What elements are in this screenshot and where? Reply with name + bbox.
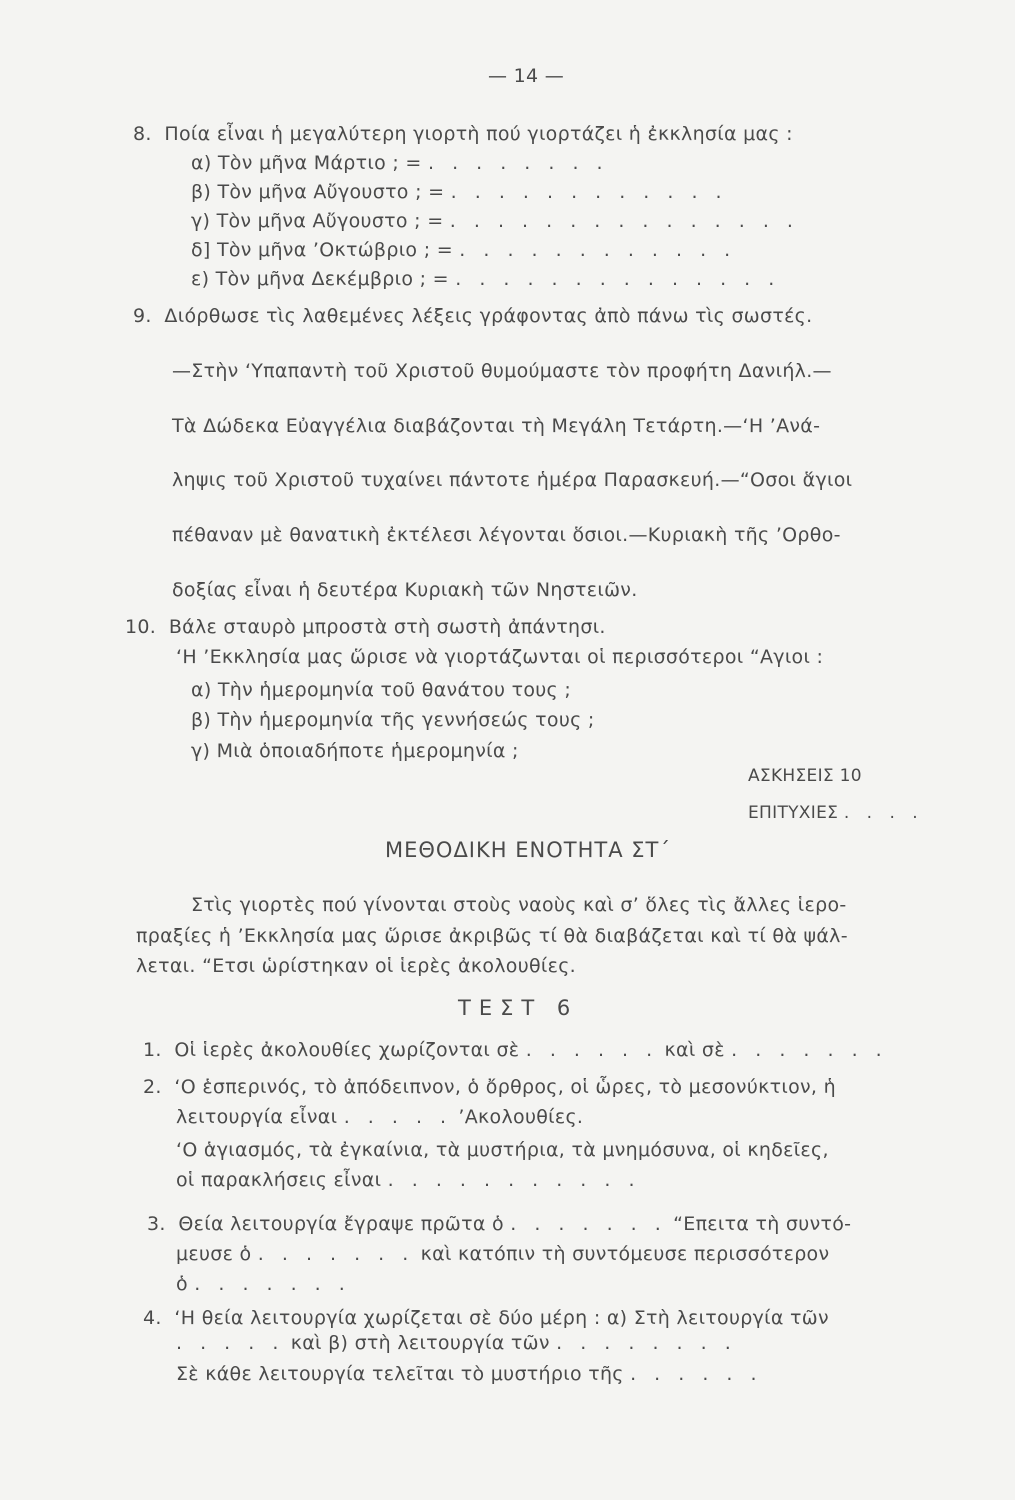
item-label: δ] Τὸν μῆνα ’Οκτώβριο ; =	[191, 239, 453, 261]
test-item-3	[147, 1212, 851, 1236]
unit-title: ΜΕΘΟΔΙΚΗ ΕΝΟΤΗΤΑ ΣΤ΄	[385, 838, 671, 862]
fill-blank-dots: . . . . . . . . . . . .	[459, 239, 737, 261]
q8-item	[191, 267, 780, 291]
item-text: ‘Ο ἑσπερινός, τὸ ἀπόδειπνον, ὁ ὄρθρος, οἱ ὧρες, τὸ μεσονύκτιον, ἡ	[174, 1076, 836, 1098]
fill-blank-dots: . . . . . . .	[257, 1243, 415, 1265]
item-text: “Επειτα τὴ συντό-	[673, 1213, 852, 1235]
item-text: Σὲ κάθε λειτουργία τελεῖται τὸ μυστήριο τῆς	[176, 1363, 624, 1385]
item-number: 4.	[143, 1307, 162, 1329]
fill-blank-dots: . . . . . . . . . . . .	[450, 181, 728, 203]
fill-blank-dots: . . . . . . . .	[556, 1332, 737, 1354]
fill-blank-dots: . . . . . .	[630, 1363, 763, 1385]
intro-line: λεται. “Ετσι ὡρίστηκαν οἱ ἱερὲς ἀκολουθίες.	[136, 955, 577, 977]
intro-line: Στὶς γιορτὲς πού γίνονται στοὺς ναοὺς καὶ σ’ ὅλες τὶς ἄλλες ἱερο-	[191, 894, 847, 916]
test-item-4-line	[176, 1331, 737, 1355]
test-item-3-line	[176, 1272, 351, 1296]
fill-blank-dots: . . . . . . . . . . .	[387, 1169, 641, 1191]
q8-item	[191, 180, 728, 204]
fill-blank-dots: . . . . . . .	[194, 1273, 351, 1295]
test-item-3-line	[176, 1242, 829, 1266]
item-text: καὶ κατόπιν τὴ συντόμευσε περισσότερον	[420, 1243, 830, 1265]
item-number: 1.	[143, 1039, 162, 1061]
fill-blank-dots: . . . . . . .	[731, 1039, 888, 1061]
successes-count	[748, 801, 924, 825]
item-text: Θεία λειτουργία ἔγραψε πρῶτα ὁ	[178, 1213, 504, 1235]
page-number: — 14 —	[488, 65, 565, 87]
test-item-4-line	[176, 1362, 763, 1386]
item-text: καὶ σὲ	[664, 1039, 725, 1061]
fill-blank-dots: . . . . .	[176, 1332, 285, 1354]
q9-line: ληψις τοῦ Χριστοῦ τυχαίνει πάντοτε ἡμέρα Παρασκευή.—“Οσοι ἅγιοι	[172, 469, 853, 491]
question-number: 8.	[133, 123, 152, 145]
fill-blank-dots: . . . . . .	[525, 1039, 659, 1061]
test-item-4	[143, 1306, 829, 1330]
item-text: Οἱ ἱερὲς ἀκολουθίες χωρίζονται σὲ	[174, 1039, 520, 1061]
question-number: 10.	[125, 616, 157, 638]
test-item-2	[143, 1075, 836, 1099]
question-9	[133, 304, 812, 328]
item-label: γ) Τὸν μῆνα Αὔγουστο ; =	[191, 210, 444, 232]
question-text: Βάλε σταυρὸ μπροστὰ στὴ σωστὴ ἀπάντησι.	[168, 616, 606, 638]
fill-blank-dots: . . . . . . .	[510, 1213, 667, 1235]
item-text: ὁ	[176, 1273, 188, 1295]
q10-option: β) Τὴν ἡμερομηνία τῆς γεννήσεώς τους ;	[191, 709, 595, 731]
q9-line: Τὰ Δώδεκα Εὐαγγέλια διαβάζονται τὴ Μεγάλη Τετάρτη.—‘Η ’Ανά-	[172, 415, 821, 437]
test-item-1	[143, 1038, 888, 1062]
item-label: ε) Τὸν μῆνα Δεκέμβριο ; =	[191, 268, 449, 290]
item-text: μευσε ὁ	[176, 1243, 252, 1265]
q8-item	[191, 209, 799, 233]
question-text: Ποία εἶναι ἡ μεγαλύτερη γιορτὴ πού γιορτάζει ἡ ἐκκλησία μας :	[164, 123, 793, 145]
item-text: καὶ β) στὴ λειτουργία τῶν	[290, 1332, 550, 1354]
test-title: ΤΕΣΤ 6	[458, 996, 579, 1020]
item-text: ‘Η θεία λειτουργία χωρίζεται σὲ δύο μέρη : α) Στὴ λειτουργία τῶν	[174, 1307, 829, 1329]
item-number: 3.	[147, 1213, 166, 1235]
item-label: α) Τὸν μῆνα Μάρτιο ; =	[191, 152, 422, 174]
q9-line: δοξίας εἶναι ἡ δευτέρα Κυριακὴ τῶν Νηστειῶν.	[172, 579, 638, 601]
exercises-count: ΑΣΚΗΣΕΙΣ 10	[748, 766, 862, 786]
item-text: λειτουργία εἶναι	[176, 1106, 338, 1128]
fill-blank-dots: . . . . . . . . . . . . . . .	[449, 210, 799, 232]
q10-option: α) Τὴν ἡμερομηνία τοῦ θανάτου τους ;	[191, 679, 572, 701]
q9-line: —Στὴν ‘Υπαπαντὴ τοῦ Χριστοῦ θυμούμαστε τὸν προφήτη Δανιήλ.—	[172, 360, 832, 382]
item-label: β) Τὸν μῆνα Αὔγουστο ; =	[191, 181, 445, 203]
intro-line: πραξίες ἡ ’Εκκλησία μας ὥρισε ἀκριβῶς τί θὰ διαβάζεται καὶ τί θὰ ψάλ-	[136, 925, 848, 947]
fill-blank-dots: . . . . .	[343, 1106, 453, 1128]
test-item-2-line	[176, 1168, 641, 1192]
successes-label: ΕΠΙΤΥΧΙΕΣ	[748, 803, 839, 823]
q8-item	[191, 238, 736, 262]
fill-blank-dots: . . . . . . . . . . . . . .	[455, 268, 781, 290]
item-number: 2.	[143, 1076, 162, 1098]
q10-question: ‘Η ’Εκκλησία μας ὥρισε νὰ γιορτάζωνται οἱ περισσότεροι “Αγιοι :	[176, 646, 824, 668]
test-item-2-line: ‘Ο ἁγιασμός, τὰ ἐγκαίνια, τὰ μυστήρια, τὰ μνημόσυνα, οἱ κηδεῖες,	[176, 1139, 829, 1161]
item-text: ’Ακολουθίες.	[458, 1106, 584, 1128]
q10-option: γ) Μιὰ ὁποιαδήποτε ἡμερομηνία ;	[191, 740, 519, 762]
q9-line: πέθαναν μὲ θανατικὴ ἐκτέλεσι λέγονται ὅσιοι.—Κυριακὴ τῆς ’Ορθο-	[172, 524, 841, 546]
question-10	[125, 615, 606, 639]
question-text: Διόρθωσε τὶς λαθεμένες λέξεις γράφοντας ἀπὸ πάνω τὶς σωστές.	[164, 305, 813, 327]
q8-item	[191, 151, 609, 175]
fill-blank-dots: . . . . . . . .	[427, 152, 609, 174]
test-item-2-line	[176, 1105, 583, 1129]
question-8	[133, 122, 793, 146]
question-number: 9.	[133, 305, 152, 327]
item-text: οἱ παρακλήσεις εἶναι	[176, 1169, 382, 1191]
fill-blank-dots: . . . .	[843, 803, 924, 823]
